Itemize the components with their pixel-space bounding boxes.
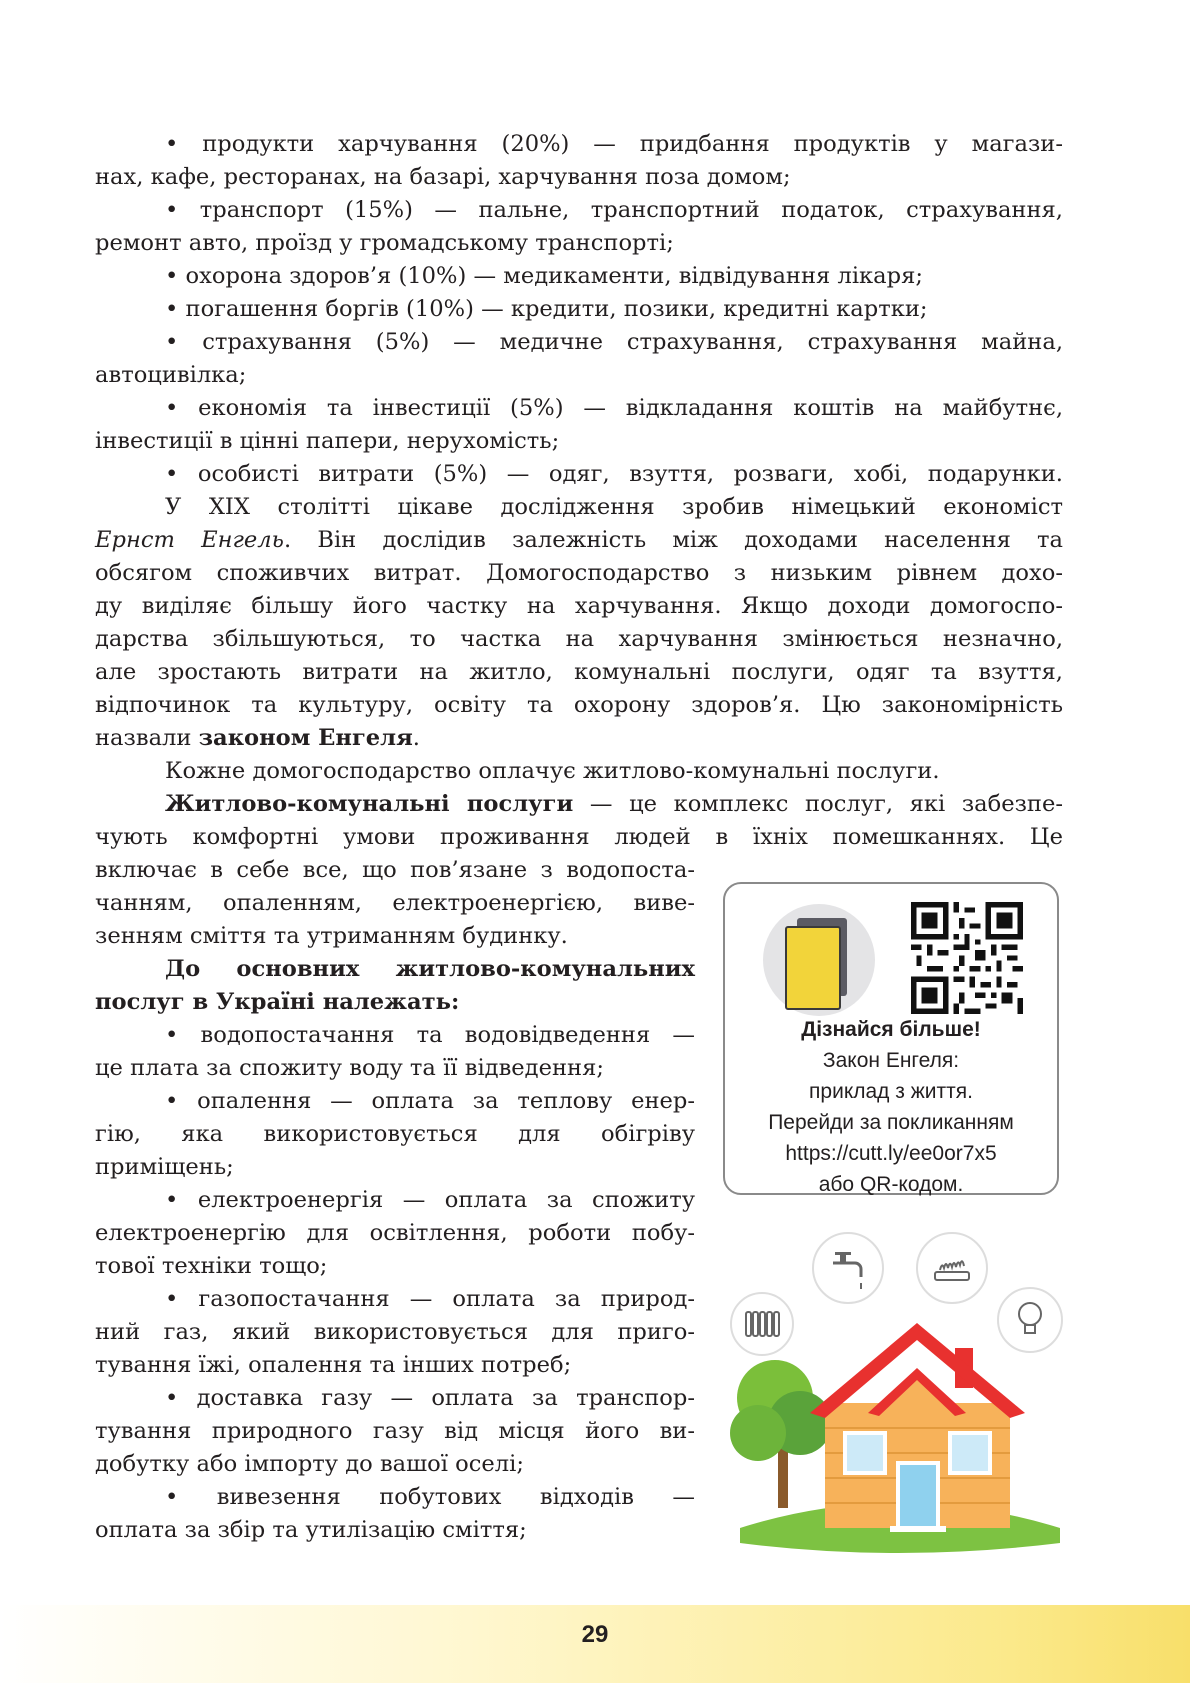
tree-icon (730, 1360, 832, 1508)
page-number: 29 (581, 1621, 609, 1648)
text-line: ду виділяє більшу його частку на харчування. Якщо доходи домогоспо- (95, 593, 1063, 619)
text-line: • особисті витрати (5%) — одяг, взуття, розваги, хобі, подарунки. (165, 461, 1063, 487)
text-line: • опалення — оплата за теплову енер- (165, 1088, 695, 1114)
text-line: відпочинок та культуру, освіту та охорону здоров’я. Цю закономірність (95, 692, 1063, 718)
faucet-icon (813, 1233, 883, 1303)
text-line: включає в себе все, що пов’язане з водопоста- (95, 857, 695, 883)
text-line (95, 722, 1063, 755)
text-line: У XIX столітті цікаве дослідження зробив німецький економіст (165, 494, 1063, 520)
text-fragment: — це комплекс послуг, які забезпе- (573, 791, 1063, 817)
text-line: чанням, опаленням, електроенергією, виве- (95, 890, 695, 916)
text-line: • газопостачання — оплата за природ- (165, 1286, 695, 1312)
text-line: • погашення боргів (10%) — кредити, позики, кредитні картки; (165, 296, 928, 322)
text-line: добутку або імпорту до вашої оселі; (95, 1451, 524, 1477)
text-line: Кожне домогосподарство оплачує житлово-комунальні послуги. (165, 758, 940, 784)
text-line: чують комфортні умови проживання людей в їхніх помешканнях. Це (95, 824, 1063, 850)
learn-more-text (725, 1014, 1057, 1200)
text-line: • вивезення побутових відходів — (165, 1484, 695, 1510)
text-line: ний газ, який використовується для приго- (95, 1319, 695, 1345)
house-utilities-illustration (730, 1228, 1065, 1558)
text-fragment: . (412, 725, 420, 751)
text-fragment: назвали (95, 725, 199, 751)
text-line: нах, кафе, ресторанах, на базарі, харчування поза домом; (95, 164, 791, 190)
light-bulb-icon (998, 1288, 1062, 1352)
text-line: • охорона здоров’я (10%) — медикаменти, відвідування лікаря; (165, 263, 923, 289)
text-line: обсягом споживчих витрат. Домогосподарство з низьким рівнем дохо- (95, 560, 1063, 586)
radiator-icon (731, 1293, 793, 1355)
house-icon (810, 1323, 1025, 1532)
text-line: тування природного газу від місця його ви- (95, 1418, 695, 1444)
text-line: • електроенергія — оплата за спожиту (165, 1187, 695, 1213)
text-line: оплата за збір та утилізацію сміття; (95, 1517, 527, 1543)
text-line: ремонт авто, проїзд у громадському транспорті; (95, 230, 674, 256)
utility-services-term: Житлово-комунальні послуги (165, 791, 574, 817)
narrow-column (95, 854, 695, 1547)
text-line (95, 788, 1063, 821)
learn-more-link[interactable]: https://cutt.ly/ee0or7x5 (785, 1142, 997, 1165)
text-line: це плата за спожиту воду та її відведення; (95, 1055, 604, 1081)
text-line: дарства збільшуються, то частка на харчування змінюється незначно, (95, 626, 1063, 652)
engel-law-term: законом Енгеля (198, 725, 413, 751)
text-line (95, 524, 1063, 557)
economist-name: Ернст Енгель (95, 527, 284, 553)
text-line: • економія та інвестиції (5%) — відкладання коштів на майбутнє, (165, 395, 1063, 421)
qr-code[interactable] (911, 902, 1023, 1014)
text-line: • продукти харчування (20%) — придбання продуктів у магази- (165, 131, 1063, 157)
text-line: • транспорт (15%) — пальне, транспортний податок, страхування, (165, 197, 1063, 223)
learn-more-line: Закон Енгеля: (822, 1049, 960, 1072)
text-line: електроенергію для освітлення, роботи побу- (95, 1220, 695, 1246)
text-line: зенням сміття та утриманням будинку. (95, 923, 568, 949)
learn-more-title: Дізнайся більше! (801, 1018, 981, 1041)
learn-more-line: Перейди за покликанням (768, 1111, 1014, 1134)
book-icon (763, 904, 875, 1016)
text-line: • водопостачання та водовідведення — (165, 1022, 695, 1048)
gas-stove-icon (917, 1233, 987, 1303)
text-line: але зростають витрати на житло, комунальні послуги, одяг та взуття, (95, 659, 1063, 685)
text-line: тової техніки тощо; (95, 1253, 328, 1279)
text-line: • страхування (5%) — медичне страхування, страхування майна, (165, 329, 1063, 355)
text-line: інвестиції в цінні папери, нерухомість; (95, 428, 560, 454)
text-line: гію, яка використовується для обігріву (95, 1121, 695, 1147)
text-line: тування їжі, опалення та інших потреб; (95, 1352, 572, 1378)
text-line: • доставка газу — оплата за транспор- (165, 1385, 695, 1411)
learn-more-line: або QR-кодом. (818, 1173, 964, 1196)
text-fragment: . Він дослідив залежність між доходами населення та (283, 527, 1063, 553)
learn-more-line: приклад з життя. (809, 1080, 973, 1103)
learn-more-box (723, 882, 1059, 1195)
text-line: автоцивілка; (95, 362, 247, 388)
text-line: приміщень; (95, 1154, 234, 1180)
text-line: послуг в Україні належать: (95, 989, 460, 1015)
text-line: До основних житлово-комунальних (165, 956, 695, 982)
